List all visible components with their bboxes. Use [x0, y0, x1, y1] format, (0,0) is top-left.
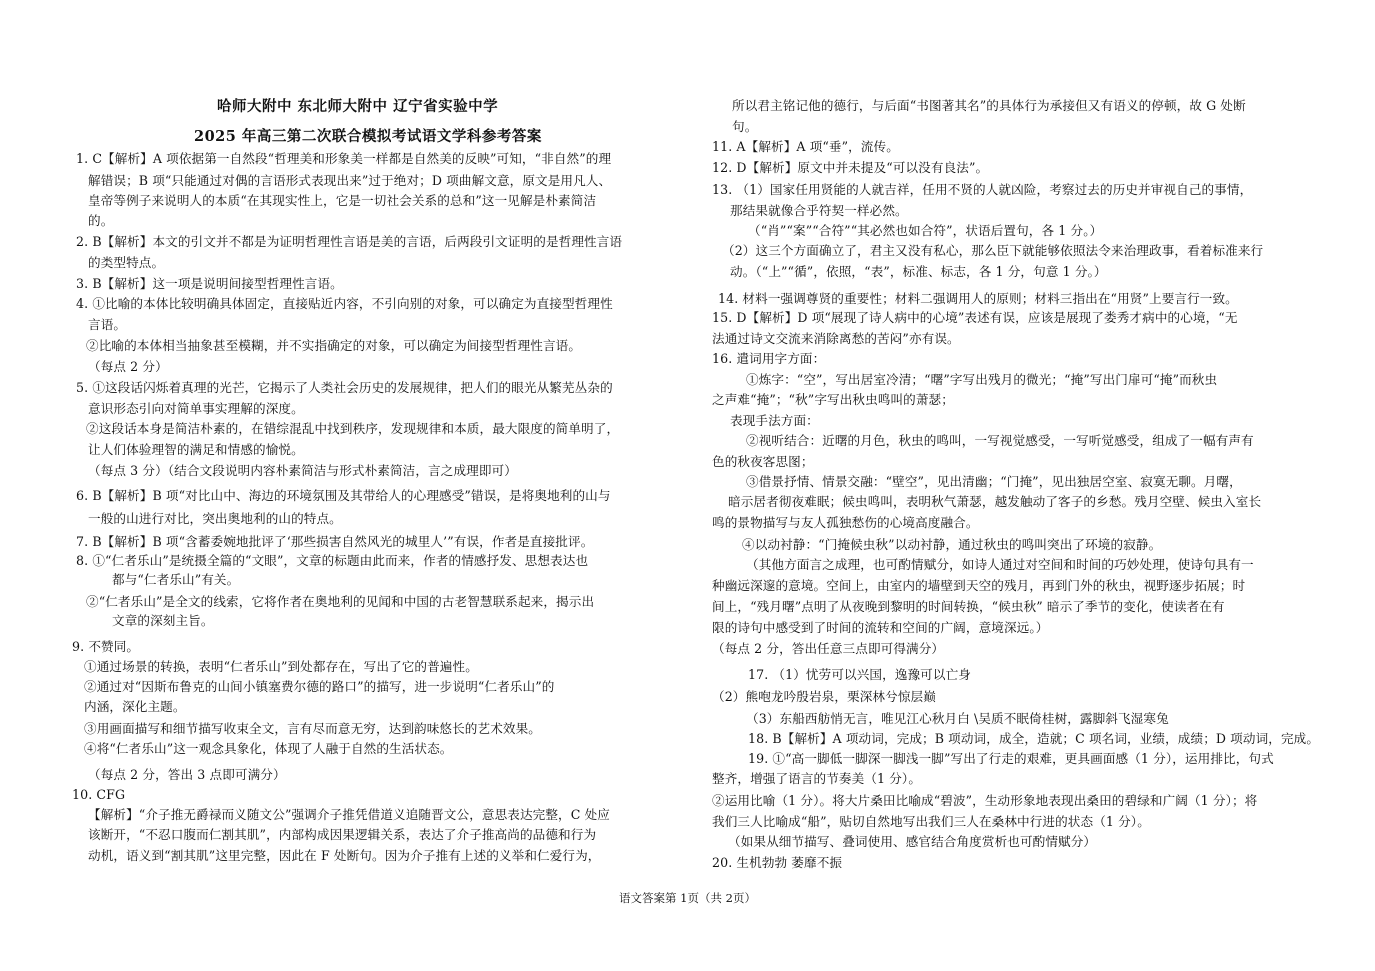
answer-text-line: ③用画面描写和细节描写收束全文，言有尽而意无穷，达到韵味悠长的艺术效果。 [84, 721, 541, 736]
answer-text-line: 19. ①“高一脚低一脚深一脚浅一脚”写出了行走的艰难，更具画面感（1 分），运用排比，句式 [748, 751, 1274, 766]
answer-text-line: ③借景抒情、情景交融：“壁空”，见出清幽；“门掩”，见出独居空室、寂寞无聊。月曙， [746, 474, 1242, 489]
page-footer: 语文答案第 1页（共 2页） [619, 891, 756, 905]
answer-text-line: ④以动衬静：“门掩候虫秋”以动衬静，通过秋虫的鸣叫突出了环境的寂静。 [742, 537, 1162, 552]
answer-text-line: 1. C【解析】A 项依据第一自然段“哲理美和形象美一样都是自然美的反映”可知，“非自然”的理 [76, 151, 612, 166]
answer-text-line: 一般的山进行对比，突出奥地利的山的特点。 [88, 511, 342, 526]
answer-text-line: 16. 遣词用字方面： [712, 351, 826, 366]
answer-text-line: 3. B【解析】这一项是说明间接型哲理性言语。 [76, 276, 343, 291]
answer-text-line: 鸣的景物描写与友人孤独愁伤的心境高度融合。 [712, 515, 979, 530]
answer-text-line: 【解析】“介子推无爵禄而义随文公”强调介子推凭借道义追随晋文公，意思表达完整，C 处应 [88, 807, 610, 822]
answer-text-line: 8. ①“仁者乐山”是统摄全篇的“文眼”，文章的标题由此而来，作者的情感抒发、思想表达也 [76, 553, 589, 568]
answer-text-line: 该断开，“不忍口腹而仁割其肌”，内部构成因果逻辑关系，表达了介子推高尚的品德和行为 [88, 827, 597, 842]
answer-text-line: （每点 2 分，答出 3 点即可满分） [88, 767, 286, 782]
answer-text-line: （每点 2 分） [88, 359, 168, 374]
answer-text-line: ④将“仁者乐山”这一观念具象化，体现了人融于自然的生活状态。 [84, 741, 453, 756]
school-names: 哈师大附中 东北师大附中 辽宁省实验中学 [217, 98, 499, 115]
answer-text-line: 暗示居者彻夜难眠；候虫鸣叫，表明秋气萧瑟，越发触动了客子的乡愁。残月空壁、候虫入室长 [728, 494, 1262, 509]
answer-text-line: 之声难“掩”；“秋”字写出秋虫鸣叫的萧瑟； [712, 392, 954, 407]
answer-text-line: 2. B【解析】本文的引文并不都是为证明哲理性言语是美的言语，后两段引文证明的是哲理性言语 [76, 234, 623, 249]
answer-text-line: 句。 [732, 119, 758, 134]
answer-text-line: 动。（“上”“循”，依照，“表”，标准、标志，各 1 分，句意 1 分。） [730, 264, 1107, 279]
answer-text-line: 4. ①比喻的本体比较明确具体固定，直接贴近内容，不引向别的对象，可以确定为直接型哲理性 [76, 296, 613, 311]
answer-text-line: （每点 3 分）（结合文段说明内容朴素简洁与形式朴素简洁，言之成理即可） [88, 463, 517, 478]
answer-text-line: 解错误；B 项“只能通过对偶的言语形式表现出来”过于绝对；D 项曲解文意，原文是用凡人、 [88, 173, 612, 188]
answer-text-line: 9. 不赞同。 [72, 639, 140, 654]
answer-text-line: 14. 材料一强调尊贤的重要性；材料二强调用人的原则；材料三指出在“用贤”上要言行一致。 [718, 291, 1238, 306]
answer-text-line: （2）熊咆龙吟殷岩泉，栗深林兮惊层巅 [712, 689, 936, 704]
answer-text-line: （“肖”“案”“合符”“其必然也如合符”，状语后置句，各 1 分。） [748, 223, 1103, 238]
answer-text-line: 皇帝等例子来说明人的本质“在其现实性上，它是一切社会关系的总和”这一见解是朴素简洁 [88, 193, 597, 208]
answer-text-line: 内涵，深化主题。 [84, 699, 186, 714]
answer-text-line: 5. ①这段话闪烁着真理的光芒，它揭示了人类社会历史的发展规律，把人们的眼光从繁芜丛杂的 [76, 380, 613, 395]
answer-text-line: ②这段话本身是简洁朴素的，在错综混乱中找到秩序，发现规律和本质，最大限度的简单明了， [86, 421, 620, 436]
answer-text-line: （其他方面言之成理，也可酌情赋分，如诗人通过对空间和时间的巧妙处理，使诗句具有一 [746, 557, 1254, 572]
answer-text-line: 的。 [88, 213, 114, 228]
answer-text-line: 15. D【解析】D 项“展现了诗人病中的心境”表述有误，应该是展现了娄秀才病中的心境，“无 [712, 310, 1238, 325]
answer-text-line: 意识形态引向对简单事实理解的深度。 [88, 401, 304, 416]
answer-text-line: 限的诗句中感受到了时间的流转和空间的广阔，意境深远。） [712, 620, 1049, 635]
answer-text-line: 10. CFG [72, 787, 126, 802]
answer-text-line: ②通过对“因斯布鲁克的山间小镇塞费尔德的路口”的描写，进一步说明“仁者乐山”的 [84, 679, 555, 694]
answer-text-line: 间上，“残月曙”点明了从夜晚到黎明的时间转换，“候虫秋” 暗示了季节的变化，使读者在有 [712, 599, 1225, 614]
answer-text-line: 18. B【解析】A 项动词，完成；B 项动词，成全，造就；C 项名词，业绩，成绩；D 项动词，完成。 [748, 731, 1320, 746]
answer-text-line: （如果从细节描写、叠词使用、感官结合角度赏析也可酌情赋分） [728, 834, 1097, 849]
answer-text-line: 13. （1）国家任用贤能的人就吉祥，任用不贤的人就凶险，考察过去的历史并审视自己的事情， [712, 182, 1253, 197]
answer-text-line: 7. B【解析】B 项“含蓄委婉地批评了‘那些损害自然风光的城里人’”有误，作者是直接批评。 [76, 534, 594, 549]
answer-text-line: ②运用比喻（1 分）。将大片桑田比喻成“碧波”，生动形象地表现出桑田的碧绿和广阔（1 分）；将 [712, 793, 1258, 808]
answer-text-line: （每点 2 分，答出任意三点即可得满分） [712, 641, 945, 656]
answer-text-line: 6. B【解析】B 项“对比山中、海边的环境氛围及其带给人的心理感受”错误，是将奥地利的山与 [76, 488, 611, 503]
answer-text-line: 言语。 [88, 317, 127, 332]
answer-text-line: ②“仁者乐山”是全文的线索，它将作者在奥地利的见闻和中国的古老智慧联系起来，揭示出 [86, 594, 595, 609]
answer-text-line: 的类型特点。 [88, 255, 165, 270]
answer-text-line: 法通过诗文交流来消除离愁的苦闷”亦有误。 [712, 331, 960, 346]
answer-text-line: 色的秋夜客思图； [712, 454, 814, 469]
exam-title: 2025 年高三第二次联合模拟考试语文学科参考答案 [194, 128, 542, 145]
answer-text-line: 文章的深刻主旨。 [112, 613, 214, 628]
answer-text-line: 那结果就像合乎符契一样必然。 [730, 203, 908, 218]
answer-text-line: ①炼字：“空”，写出居室冷清；“曙”字写出残月的微光；“掩”写出门扉可“掩”而秋虫 [746, 372, 1218, 387]
answer-text-line: ②视听结合：近曙的月色，秋虫的鸣叫，一写视觉感受，一写听觉感受，组成了一幅有声有 [746, 433, 1254, 448]
answer-text-line: 20. 生机勃勃 萎靡不振 [712, 855, 843, 870]
answer-text-line: 11. A【解析】A 项“垂”，流传。 [712, 139, 899, 154]
answer-text-line: （3）东船西舫悄无言，唯见江心秋月白 \吴质不眠倚桂树，露脚斜飞湿寒兔 [746, 711, 1169, 726]
answer-text-line: 种幽远深邃的意境。空间上，由室内的墙壁到天空的残月，再到门外的秋虫，视野逐步拓展；时 [712, 578, 1246, 593]
answer-text-line: 整齐，增强了语言的节奏美（1 分）。 [712, 771, 922, 786]
answer-text-line: 17. （1）忧劳可以兴国，逸豫可以亡身 [748, 667, 971, 682]
answer-text-line: （2）这三个方面确立了，君主又没有私心，那么臣下就能够依照法令来治理政事，看着标准来行 [722, 243, 1264, 258]
answer-text-line: 表现手法方面： [730, 413, 819, 428]
answer-text-line: 我们三人比喻成“船”，贴切自然地写出我们三人在桑林中行进的状态（1 分）。 [712, 814, 1150, 829]
answer-text-line: ①通过场景的转换，表明“仁者乐山”到处都存在，写出了它的普遍性。 [84, 659, 478, 674]
answer-text-line: 12. D【解析】原文中并未提及“可以没有良法”。 [712, 160, 989, 175]
answer-text-line: 都与“仁者乐山”有关。 [112, 572, 240, 587]
answer-text-line: 动机，语义到“割其肌”这里完整，因此在 F 处断句。因为介子推有上述的义举和仁爱行为， [88, 848, 601, 863]
answer-text-line: ②比喻的本体相当抽象甚至模糊，并不实指确定的对象，可以确定为间接型哲理性言语。 [86, 338, 582, 353]
answer-text-line: 所以君主铭记他的德行，与后面“书图著其名”的具体行为承接但又有语义的停顿，故 G 处断 [732, 98, 1246, 113]
answer-text-line: 让人们体验理智的满足和情感的愉悦。 [88, 442, 304, 457]
